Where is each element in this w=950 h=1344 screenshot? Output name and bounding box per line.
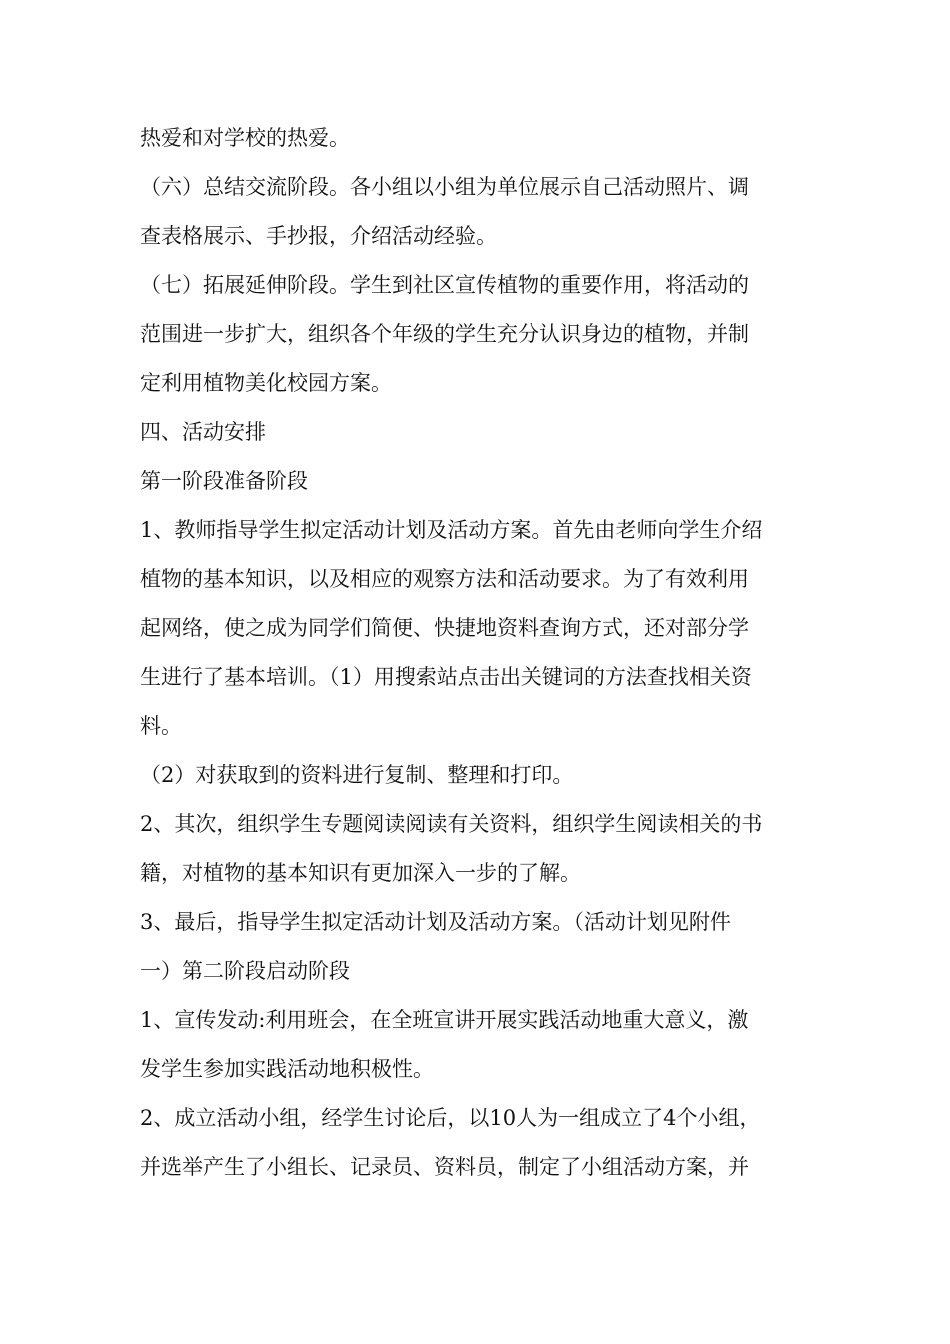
paragraph-line: 料。 xyxy=(140,714,182,738)
paragraph-line: 1、教师指导学生拟定活动计划及活动方案。首先由老师向学生介绍 xyxy=(140,518,763,542)
paragraph-line: 籍，对植物的基本知识有更加深入一步的了解。 xyxy=(140,861,581,885)
paragraph-line: 起网络，使之成为同学们简便、快捷地资料查询方式，还对部分学 xyxy=(140,616,749,640)
paragraph-line: 3、最后，指导学生拟定活动计划及活动方案。（活动计划见附件 xyxy=(140,910,731,934)
paragraph-line: 并选举产生了小组长、记录员、资料员，制定了小组活动方案，并 xyxy=(140,1155,749,1179)
paragraph-line: 热爱和对学校的热爱。 xyxy=(140,126,350,150)
document-body xyxy=(140,114,810,1192)
paragraph-line: （2）对获取到的资料进行复制、整理和打印。 xyxy=(140,763,574,787)
paragraph-line: （七）拓展延伸阶段。学生到社区宣传植物的重要作用，将活动的 xyxy=(140,273,749,297)
paragraph-line: 生进行了基本培训。（1）用搜索站点击出关键词的方法查找相关资 xyxy=(140,665,752,689)
paragraph-line: 定利用植物美化校园方案。 xyxy=(140,371,392,395)
phase-heading: 一）第二阶段启动阶段 xyxy=(140,959,350,983)
paragraph-line: 查表格展示、手抄报，介绍活动经验。 xyxy=(140,224,497,248)
paragraph-line: 发学生参加实践活动地积极性。 xyxy=(140,1057,434,1081)
paragraph-line: 2、其次，组织学生专题阅读阅读有关资料，组织学生阅读相关的书 xyxy=(140,812,763,836)
paragraph-line: （六）总结交流阶段。各小组以小组为单位展示自己活动照片、调 xyxy=(140,175,749,199)
paragraph-line: 范围进一步扩大，组织各个年级的学生充分认识身边的植物，并制 xyxy=(140,322,749,346)
paragraph-line: 1、宣传发动:利用班会，在全班宣讲开展实践活动地重大意义，激 xyxy=(140,1008,749,1032)
paragraph-line: 2、成立活动小组，经学生讨论后，以10人为一组成立了4个小组， xyxy=(140,1106,761,1130)
phase-heading: 第一阶段准备阶段 xyxy=(140,469,308,493)
section-heading: 四、活动安排 xyxy=(140,420,266,444)
paragraph-line: 植物的基本知识，以及相应的观察方法和活动要求。为了有效利用 xyxy=(140,567,749,591)
